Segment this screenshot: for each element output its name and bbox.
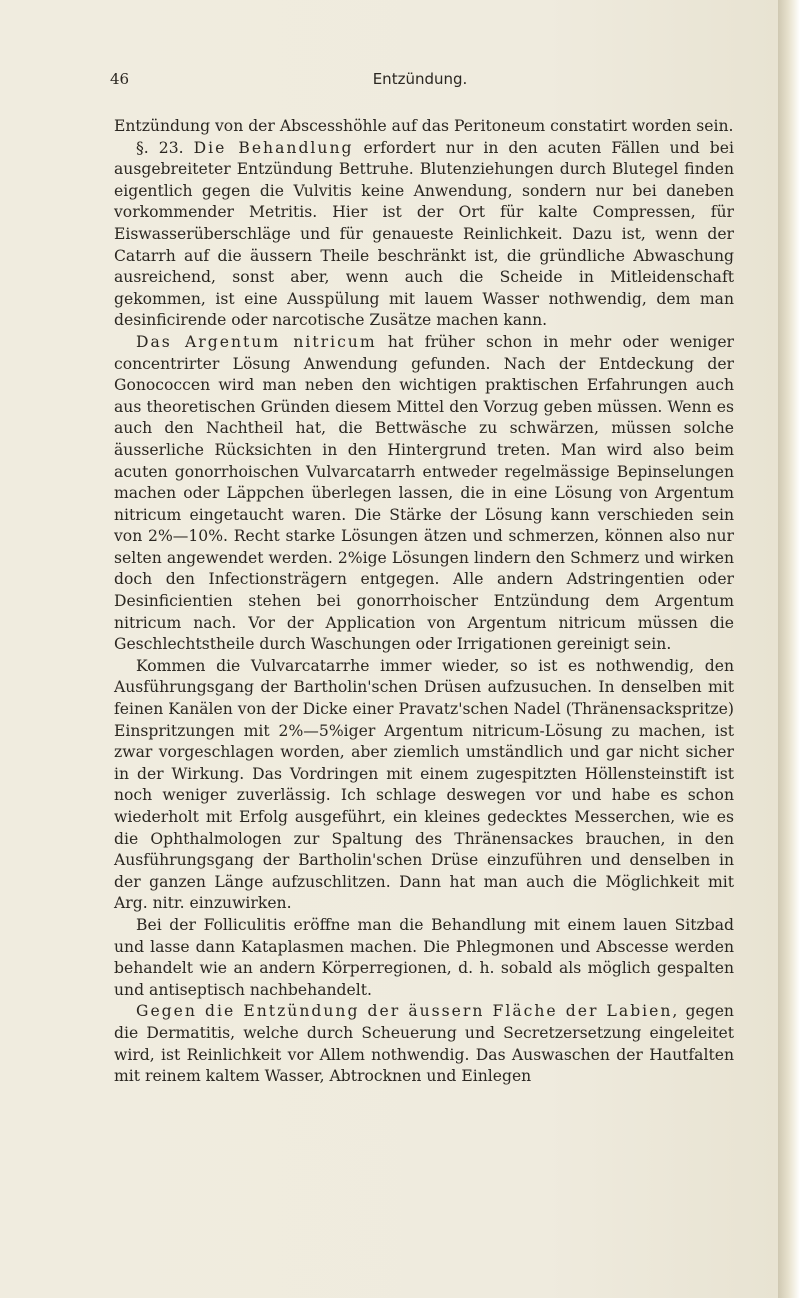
paragraph-lead: Gegen die Entzündung der äussern Fläche der Labien, <box>136 1002 680 1021</box>
paragraph-dermatitis <box>114 1001 734 1087</box>
page-header <box>110 70 730 94</box>
paragraph-text: Bei der Folliculitis eröffne man die Behandlung mit einem lauen Sitzbad und lasse dann Kataplasmen machen. Die Phlegmonen und Abscesse werden behandelt wie an andern Körperregionen, d. h. sobald als möglich gespalten und antiseptisch nachbehandelt. <box>114 915 734 999</box>
paragraph-text: Entzündung von der Abscesshöhle auf das Peritoneum constatirt worden sein. <box>114 117 734 135</box>
running-title: Entzündung. <box>372 70 468 88</box>
paragraph-lead: Die Behandlung <box>193 138 354 157</box>
paragraph-text: gegen die Dermatitis, welche durch Scheuerung und Secretzersetzung eingeleitet wird, ist Reinlichkeit vor Allem nothwendig. Das Auswaschen der Hautfalten mit reinem kaltem Wasser, Abtrocknen und Einlegen <box>114 1002 734 1086</box>
page-number: 46 <box>110 70 130 88</box>
paragraph-section-23 <box>114 138 734 332</box>
paragraph-continuation <box>114 116 734 138</box>
paragraph-lead: Das Argentum nitricum <box>136 332 377 351</box>
paragraph-folliculitis <box>114 915 734 1001</box>
section-number: §. 23. <box>136 138 184 157</box>
paragraph-text: erfordert nur in den acuten Fällen und bei ausgebreiteter Entzündung Bettruhe. Blutenziehungen durch Blutegel finden eigentlich gegen die Vulvitis keine Anwendung, sondern nur bei daneben vorkommender Metritis. Hier ist der Ort für kalte Compressen, für Eiswasserüberschläge und für genaueste Reinlichkeit. Dazu ist, wenn der Catarrh auf die äussern Theile beschränkt ist, die gründliche Abwaschung ausreichend, sonst aber, wenn auch die Scheide in Mitleidenschaft gekommen, ist eine Ausspülung mit lauem Wasser nothwendig, dem man desinficirende oder narcotische Zusätze machen kann. <box>114 138 734 330</box>
paragraph-text: Kommen die Vulvarcatarrhe immer wieder, so ist es nothwendig, den Ausführungsgang der Bartholin'schen Drüsen aufzusuchen. In denselben mit feinen Kanälen von der Dicke einer Pravatz'schen Nadel (Thränensackspritze) Einspritzungen mit 2%—5%iger Argentum nitricum-Lösung zu machen, ist zwar vorgeschlagen worden, aber ziemlich umständlich und gar nicht sicher in der Wirkung. Das Vordringen mit einem zugespitzten Höllensteinstift ist noch weniger zuverlässig. Ich schlage deswegen vor und habe es schon wiederholt mit Erfolg ausgeführt, ein kleines gedecktes Messerchen, wie es die Ophthalmologen zur Spaltung des Thränensackes brauchen, in den Ausführungsgang der Bartholin'schen Drüse einzuführen und denselben in der ganzen Länge aufzuschlitzen. Dann hat man auch die Möglichkeit mit Arg. nitr. einzuwirken. <box>114 656 734 913</box>
page-edge <box>778 0 800 1298</box>
paragraph-argentum <box>114 332 734 656</box>
paragraph-text: hat früher schon in mehr oder weniger concentrirter Lösung Anwendung gefunden. Nach der Entdeckung der Gonococcen wird man neben den wichtigen praktischen Erfahrungen auch aus theoretischen Gründen diesem Mittel den Vorzug geben müssen. Wenn es auch den Nachtheil hat, die Bettwäsche zu schwärzen, müssen solche äusserliche Rücksichten in den Hintergrund treten. Man wird also beim acuten gonorrhoischen Vulvarcatarrh entweder regelmässige Bepinselungen machen oder Läppchen überlegen lassen, die in eine Lösung von Argentum nitricum eingetaucht waren. Die Stärke der Lösung kann verschieden sein von 2%—10%. Recht starke Lösungen ätzen und schmerzen, können also nur selten angewendet werden. 2%ige Lösungen lindern den Schmerz und wirken doch den Infectionsträgern entgegen. Alle andern Adstringentien oder Desinficientien stehen bei gonorrhoischer Entzündung dem Argentum nitricum nach. Vor der Application von Argentum nitricum müssen die Geschlechtstheile durch Waschungen oder Irrigationen gereinigt sein. <box>114 332 735 654</box>
paragraph-bartholin <box>114 656 734 915</box>
body-text <box>114 116 734 1088</box>
